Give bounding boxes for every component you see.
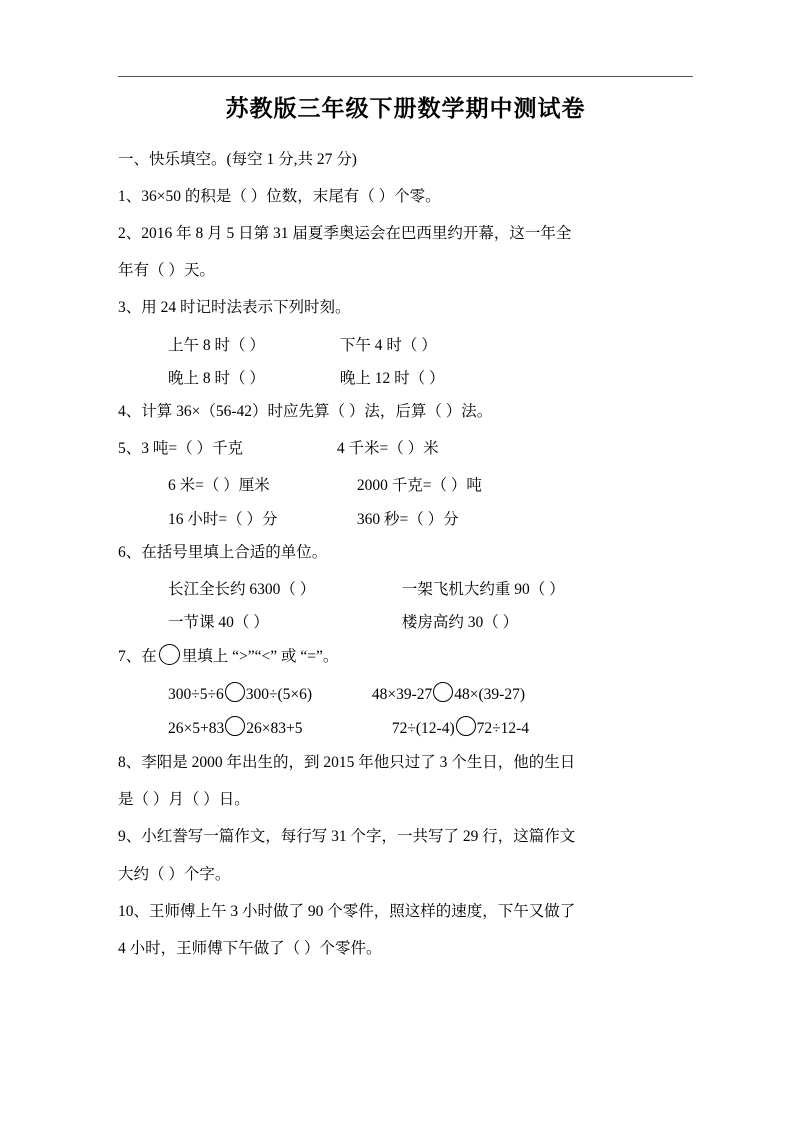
- question-2-line1: 2、2016 年 8 月 5 日第 31 届夏季奥运会在巴西里约开幕，这一年全: [118, 224, 572, 242]
- question-10-line2: 4 小时，王师傅下午做了（ ）个零件。: [118, 939, 382, 957]
- question-5-stem-right: 4 千米=（ ）米: [336, 440, 439, 458]
- question-3-row-2-left: 晚上 8 时（ ）: [168, 369, 265, 387]
- question-7-compare-row-2: [118, 713, 693, 746]
- compare-circle-icon: [456, 716, 476, 736]
- compare-item-2-right: 48×(39-27): [454, 685, 526, 703]
- compare-circle-icon: [225, 716, 245, 736]
- compare-item-3-right: 26×83+5: [246, 720, 303, 738]
- question-5-row-2-left: 16 小时=（ ）分: [168, 510, 278, 528]
- compare-item-1-left: 300÷5÷6: [168, 685, 224, 703]
- question-6-row-1-right: 一架飞机大约重 90（ ）: [401, 581, 565, 599]
- compare-item-1-right: 300÷(5×6): [245, 685, 313, 703]
- compare-circle-icon: [159, 644, 180, 665]
- question-6-stem: 6、在括号里填上合适的单位。: [118, 543, 328, 561]
- question-2-line2: 年有（ ）天。: [118, 262, 215, 280]
- question-3-stem: 3、用 24 时记时法表示下列时刻。: [118, 299, 351, 317]
- question-3-row-1-right: 下午 4 时（ ）: [339, 336, 437, 354]
- question-7-stem-before: 7、在: [118, 647, 157, 665]
- compare-item-4-left: 72÷(12-4): [391, 720, 455, 738]
- question-7-stem: [118, 642, 693, 672]
- compare-circle-icon: [433, 682, 453, 702]
- question-5-stem-row: [118, 434, 693, 464]
- question-10-line1: 10、王师傅上午 3 小时做了 90 个零件，照这样的速度，下午又做了: [118, 902, 576, 920]
- question-9-line1: 9、小红誊写一篇作文，每行写 31 个字，一共写了 29 行，这篇作文: [118, 828, 576, 846]
- question-8-line1: 8、李阳是 2000 年出生的，到 2015 年他只过了 3 个生日，他的生日: [118, 753, 576, 771]
- question-3-row-2-right: 晚上 12 时（ ）: [339, 369, 445, 387]
- question-8-line2: 是（ ）月（ ）日。: [118, 791, 250, 809]
- question-5-stem-left: 5、3 吨=（ ）千克: [118, 440, 243, 458]
- question-4: 4、计算 36×（56-42）时应先算（ ）法，后算（ ）法。: [118, 403, 493, 421]
- section-heading-fill-in-blanks: 一、快乐填空。(每空 1 分,共 27 分): [118, 150, 357, 168]
- question-5-row-2: [118, 505, 693, 535]
- page-title: 苏教版三年级下册数学期中测试卷: [225, 96, 586, 121]
- document-content: [118, 92, 693, 971]
- question-6-row-2-right: 楼房高约 30（ ）: [401, 614, 519, 632]
- question-6-row-2-left: 一节课 40（ ）: [168, 614, 269, 632]
- question-7-stem-after: 里填上 “>”“<” 或 “=”。: [181, 647, 339, 665]
- question-3-row-2: [118, 364, 693, 394]
- compare-circle-icon: [225, 682, 245, 702]
- question-6-row-1: [118, 575, 693, 605]
- compare-item-2-left: 48×39-27: [371, 685, 433, 703]
- compare-item-4: [392, 713, 529, 746]
- compare-item-1: [168, 679, 368, 712]
- header-divider: [118, 76, 693, 77]
- question-9-line2: 大约（ ）个字。: [118, 865, 231, 883]
- question-6-row-2: [118, 608, 693, 638]
- question-5-row-1: [118, 471, 693, 501]
- question-5-row-1-right: 2000 千克=（ ）吨: [356, 477, 482, 495]
- question-1: 1、36×50 的积是（ ）位数，末尾有（ ）个零。: [118, 187, 441, 205]
- question-3-row-1: [118, 331, 693, 361]
- question-5-row-1-left: 6 米=（ ）厘米: [168, 477, 270, 495]
- question-7-compare-row-1: [118, 679, 693, 712]
- compare-item-3-left: 26×5+83: [168, 720, 225, 738]
- compare-item-4-right: 72÷12-4: [476, 720, 530, 738]
- compare-item-3: [168, 713, 388, 746]
- question-6-row-1-left: 长江全长约 6300（ ）: [168, 581, 316, 599]
- question-5-row-2-right: 360 秒=（ ）分: [356, 510, 459, 528]
- compare-item-2: [372, 679, 525, 712]
- question-3-row-1-left: 上午 8 时（ ）: [168, 336, 265, 354]
